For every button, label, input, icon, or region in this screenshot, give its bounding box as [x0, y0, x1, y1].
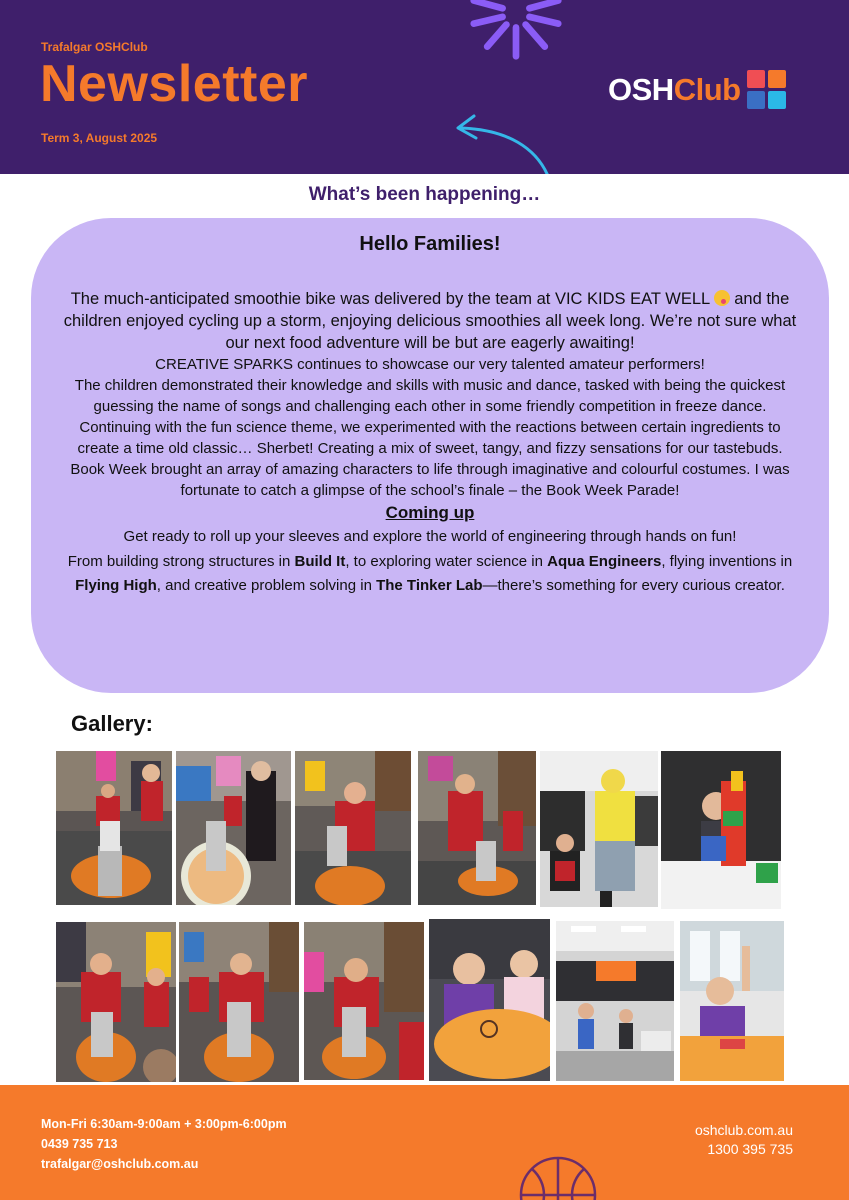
footer-contact: [41, 1114, 287, 1174]
gallery-photo-9[interactable]: [304, 922, 424, 1080]
gallery-photo-10[interactable]: [429, 919, 550, 1081]
gallery-photo-7[interactable]: [56, 922, 176, 1082]
curved-arrow-icon: [448, 108, 558, 174]
creative-sparks-paragraph: CREATIVE SPARKS continues to showcase our very talented amateur performers!: [155, 356, 705, 373]
header-banner: [0, 0, 849, 174]
card-body: [61, 288, 799, 599]
gallery-photo-6[interactable]: [661, 751, 781, 909]
footer: [0, 1085, 849, 1200]
newsletter-title: Newsletter: [40, 55, 308, 113]
card-title: Hello Families!: [359, 233, 501, 255]
email-address[interactable]: trafalgar@oshclub.com.au: [41, 1157, 199, 1171]
gallery-photo-2[interactable]: [176, 751, 291, 905]
gallery-photo-12[interactable]: [680, 921, 784, 1081]
gallery-photo-11[interactable]: [556, 921, 674, 1081]
gallery-photo-3[interactable]: [295, 751, 411, 905]
oshclub-logo: OSHClub: [608, 70, 787, 110]
smoothie-paragraph: The much-anticipated smoothie bike was delivered by the team at VIC KIDS EAT WELL and the children enjoyed cycling up a storm, enjoying delicious smoothies all week long. We’re not sure what our next food adventure will be but are eagerly awaiting!: [63, 290, 797, 352]
hello-families-card: [31, 218, 829, 693]
opening-hours: Mon-Fri 6:30am-9:00am + 3:00pm-6:00pm: [41, 1117, 287, 1131]
website-link[interactable]: oshclub.com.au: [694, 1122, 793, 1138]
music-dance-paragraph: The children demonstrated their knowledge and skills with music and dance, tasked with being the quickest guessing the name of songs and challenging each other in some friendly competition in freeze dance.: [74, 377, 786, 415]
coming-up-heading: Coming up: [385, 503, 475, 522]
coming-up-paragraph: Get ready to roll up your sleeves and explore the world of engineering through hands on fun! From building strong structures in Build It, to exploring water science in Aqua Engineers, flying inventions in Flying High, and creative problem solving in The Tinker Lab—there’s something for every curious creator.: [67, 528, 793, 594]
gallery-photo-1[interactable]: [56, 751, 172, 905]
basketball-icon: [518, 1155, 598, 1200]
gallery-title: Gallery:: [71, 711, 153, 736]
club-name: Trafalgar OSHClub: [41, 40, 148, 54]
science-paragraph: Continuing with the fun science theme, we experimented with the reactions between certain ingredients to create a time old classic… Sherbet! Creating a mix of sweet, tangy, and fizzy sensations for our tastebuds.: [77, 419, 783, 457]
sunburst-decoration-icon: [468, 0, 564, 62]
section-heading: What’s been happening…: [308, 184, 541, 205]
term-date: Term 3, August 2025: [41, 131, 158, 145]
gallery-photo-8[interactable]: [179, 922, 299, 1082]
logo-squares-icon: [747, 70, 787, 110]
phone-number[interactable]: 0439 735 713: [41, 1137, 118, 1151]
yum-face-icon: [714, 290, 730, 306]
footer-national-contact: [695, 1121, 793, 1159]
gallery-photo-5[interactable]: [540, 751, 658, 907]
book-week-paragraph: Book Week brought an array of amazing characters to life through imaginative and colourful costumes. I was fortunate to catch a glimpse of the school’s finale – the Book Week Parade!: [70, 461, 790, 499]
gallery-photo-4[interactable]: [418, 751, 536, 905]
national-phone[interactable]: 1300 395 735: [707, 1141, 793, 1157]
